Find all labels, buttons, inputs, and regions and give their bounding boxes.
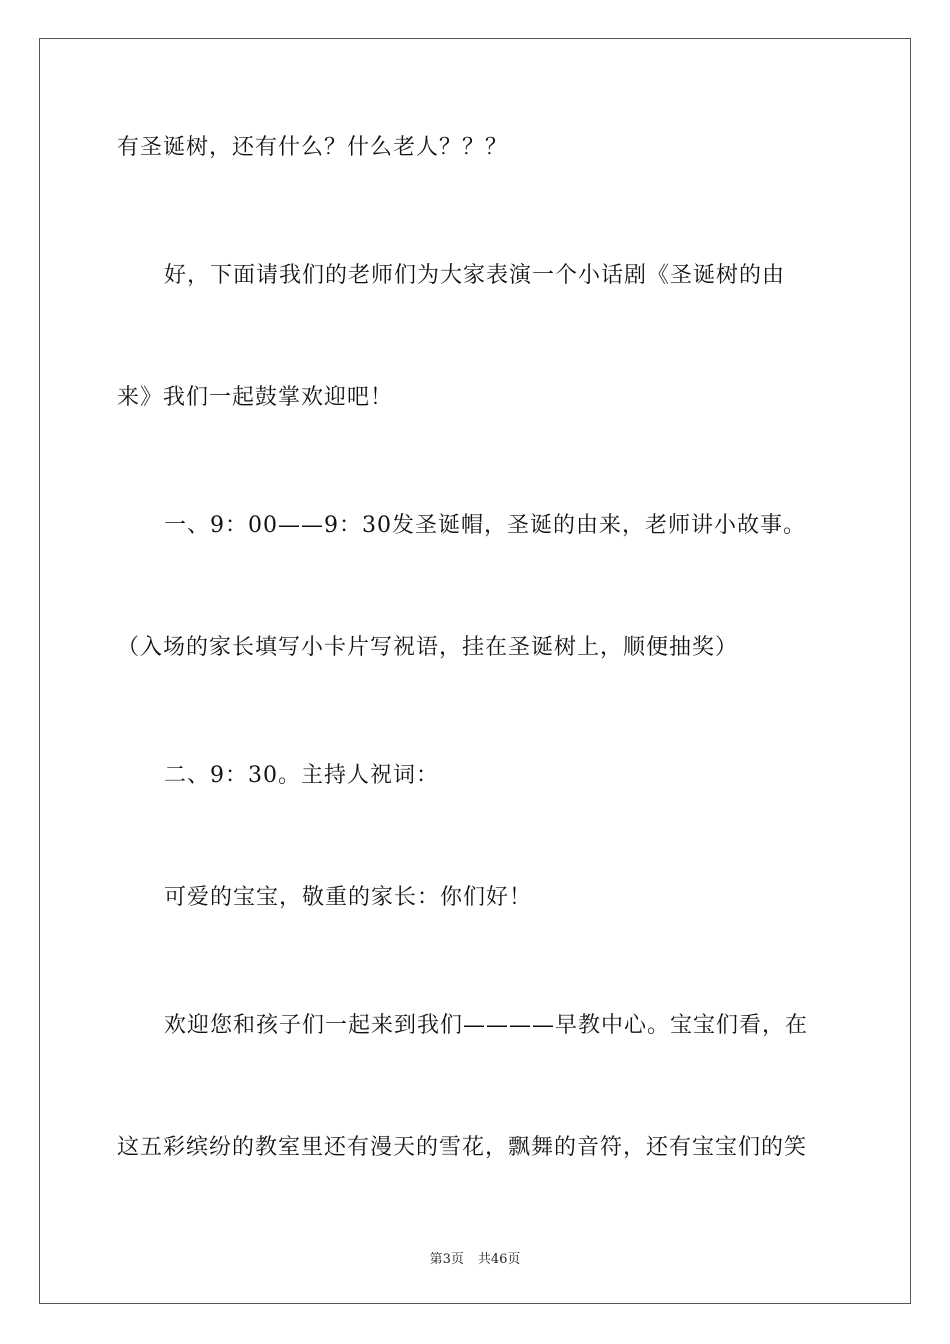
text-line-9: 这五彩缤纷的教室里还有漫天的雪花，飘舞的音符，还有宝宝们的笑 bbox=[117, 1135, 808, 1160]
text-line-6: 二、9：30。主持人祝词： bbox=[164, 763, 439, 788]
page-frame bbox=[39, 38, 911, 1304]
text-line-5: （入场的家长填写小卡片写祝语，挂在圣诞树上，顺便抽奖） bbox=[117, 635, 739, 660]
text-line-3: 来》我们一起鼓掌欢迎吧！ bbox=[117, 385, 394, 410]
text-line-7: 可爱的宝宝，敬重的家长：你们好！ bbox=[164, 885, 533, 910]
page-number: 第3页 bbox=[429, 1252, 464, 1267]
text-line-4: 一、9：00——9：30发圣诞帽，圣诞的由来，老师讲小故事。 bbox=[164, 513, 806, 538]
text-line-1: 有圣诞树，还有什么？什么老人？？？ bbox=[117, 135, 509, 160]
text-line-8: 欢迎您和孩子们一起来到我们————早教中心。宝宝们看，在 bbox=[164, 1013, 809, 1038]
page-total: 共46页 bbox=[477, 1252, 521, 1267]
text-line-2: 好，下面请我们的老师们为大家表演一个小话剧《圣诞树的由 bbox=[164, 263, 786, 288]
page-footer bbox=[0, 1248, 950, 1267]
